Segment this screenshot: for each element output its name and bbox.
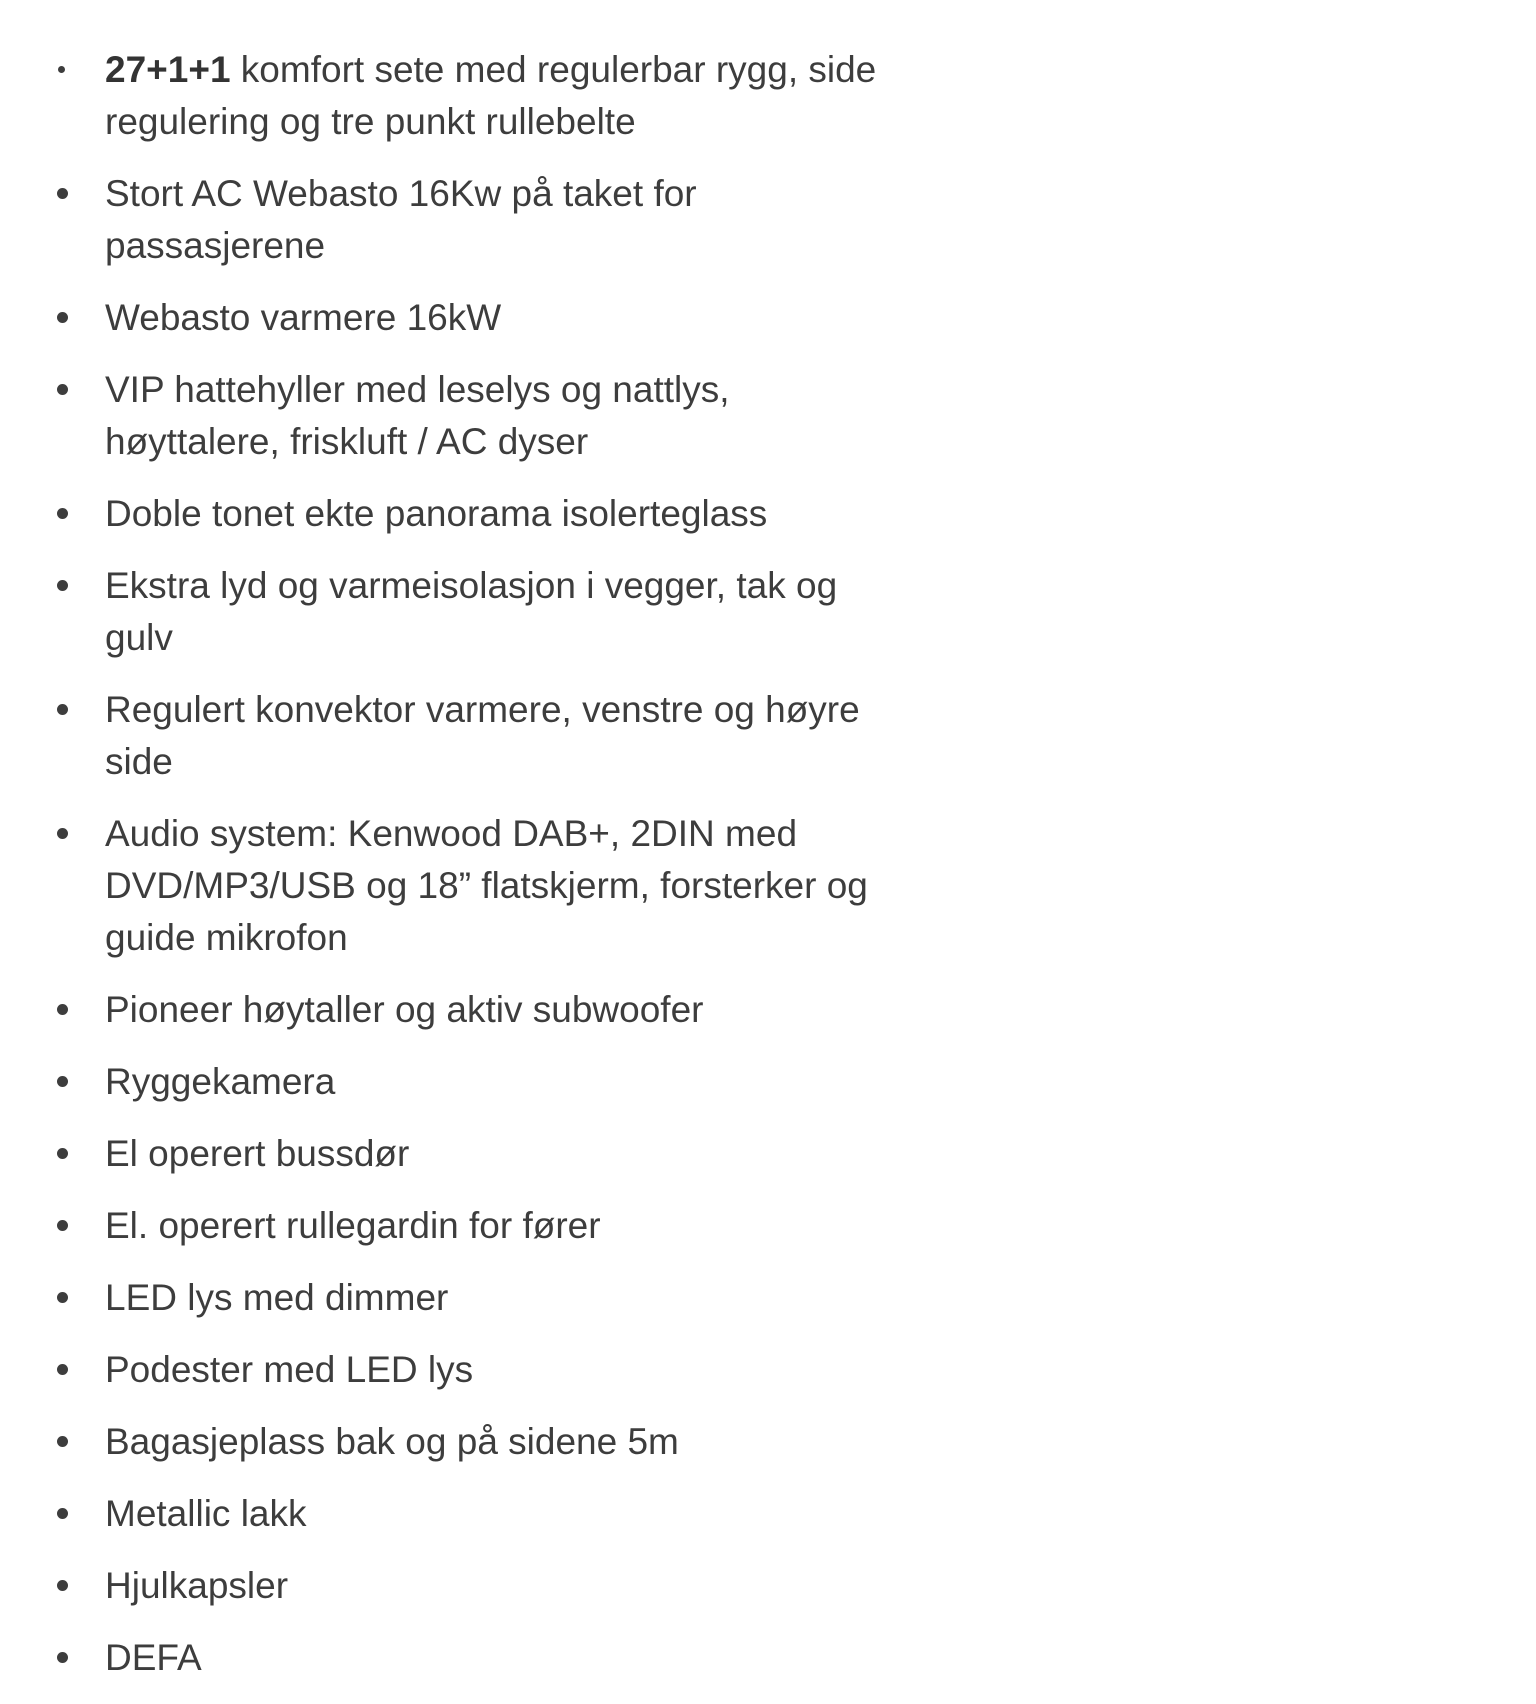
bullet-icon [57, 1508, 68, 1519]
list-item [0, 1488, 905, 1540]
list-item-text: LED lys med dimmer [105, 1277, 449, 1318]
bullet-icon [57, 384, 68, 395]
list-item-text: Ekstra lyd og varmeisolasjon i vegger, tak og gulv [105, 565, 838, 658]
list-item [0, 1056, 905, 1108]
list-item [0, 168, 905, 272]
list-item-text: VIP hattehyller med leselys og nattlys, høyttalere, friskluft / AC dyser [105, 369, 730, 462]
list-item [0, 292, 905, 344]
list-item [0, 1632, 905, 1684]
list-item [0, 44, 905, 148]
bullet-icon [57, 1580, 68, 1591]
list-item-text: El operert bussdør [105, 1133, 410, 1174]
list-item [0, 364, 905, 468]
list-item-text: Bagasjeplass bak og på sidene 5m [105, 1421, 679, 1462]
list-item-text: komfort sete med regulerbar rygg, side regulering og tre punkt rullebelte [105, 49, 877, 142]
bullet-icon [57, 508, 68, 519]
bullet-icon [57, 1652, 68, 1663]
bullet-icon [57, 1076, 68, 1087]
bullet-icon [57, 1292, 68, 1303]
list-item-text: Webasto varmere 16kW [105, 297, 502, 338]
list-item-text: Hjulkapsler [105, 1565, 289, 1606]
list-item [0, 1272, 905, 1324]
list-item [0, 1344, 905, 1396]
list-item [0, 1200, 905, 1252]
bullet-icon [57, 312, 68, 323]
bullet-icon [57, 188, 68, 199]
list-item [0, 1128, 905, 1180]
bullet-icon [57, 1364, 68, 1375]
list-item-text: Audio system: Kenwood DAB+, 2DIN med DVD/MP3/USB og 18” flatskjerm, forsterker og guide mikrofon [105, 813, 868, 958]
list-item-text: DEFA [105, 1637, 202, 1678]
list-item-text: Doble tonet ekte panorama isolerteglass [105, 493, 768, 534]
bullet-icon [58, 66, 65, 73]
list-item-text: Podester med LED lys [105, 1349, 474, 1390]
list-item-text: Regulert konvektor varmere, venstre og høyre side [105, 689, 860, 782]
bullet-icon [57, 1148, 68, 1159]
list-item-text: Pioneer høytaller og aktiv subwoofer [105, 989, 704, 1030]
list-item [0, 1416, 905, 1468]
bullet-icon [57, 704, 68, 715]
list-item-text: Metallic lakk [105, 1493, 307, 1534]
list-item-text: El. operert rullegardin for fører [105, 1205, 601, 1246]
feature-list [0, 44, 920, 1704]
bullet-icon [57, 828, 68, 839]
list-item [0, 560, 905, 664]
bullet-icon [57, 1220, 68, 1231]
list-item [0, 684, 905, 788]
list-item [0, 1560, 905, 1612]
bullet-icon [57, 1004, 68, 1015]
list-item [0, 984, 905, 1036]
seat-count: 27+1+1 [105, 49, 231, 90]
list-item-text: Stort AC Webasto 16Kw på taket for passasjerene [105, 173, 697, 266]
bullet-icon [57, 1436, 68, 1447]
list-item [0, 488, 905, 540]
list-item-text: Ryggekamera [105, 1061, 336, 1102]
list-item [0, 808, 905, 964]
bullet-icon [57, 580, 68, 591]
